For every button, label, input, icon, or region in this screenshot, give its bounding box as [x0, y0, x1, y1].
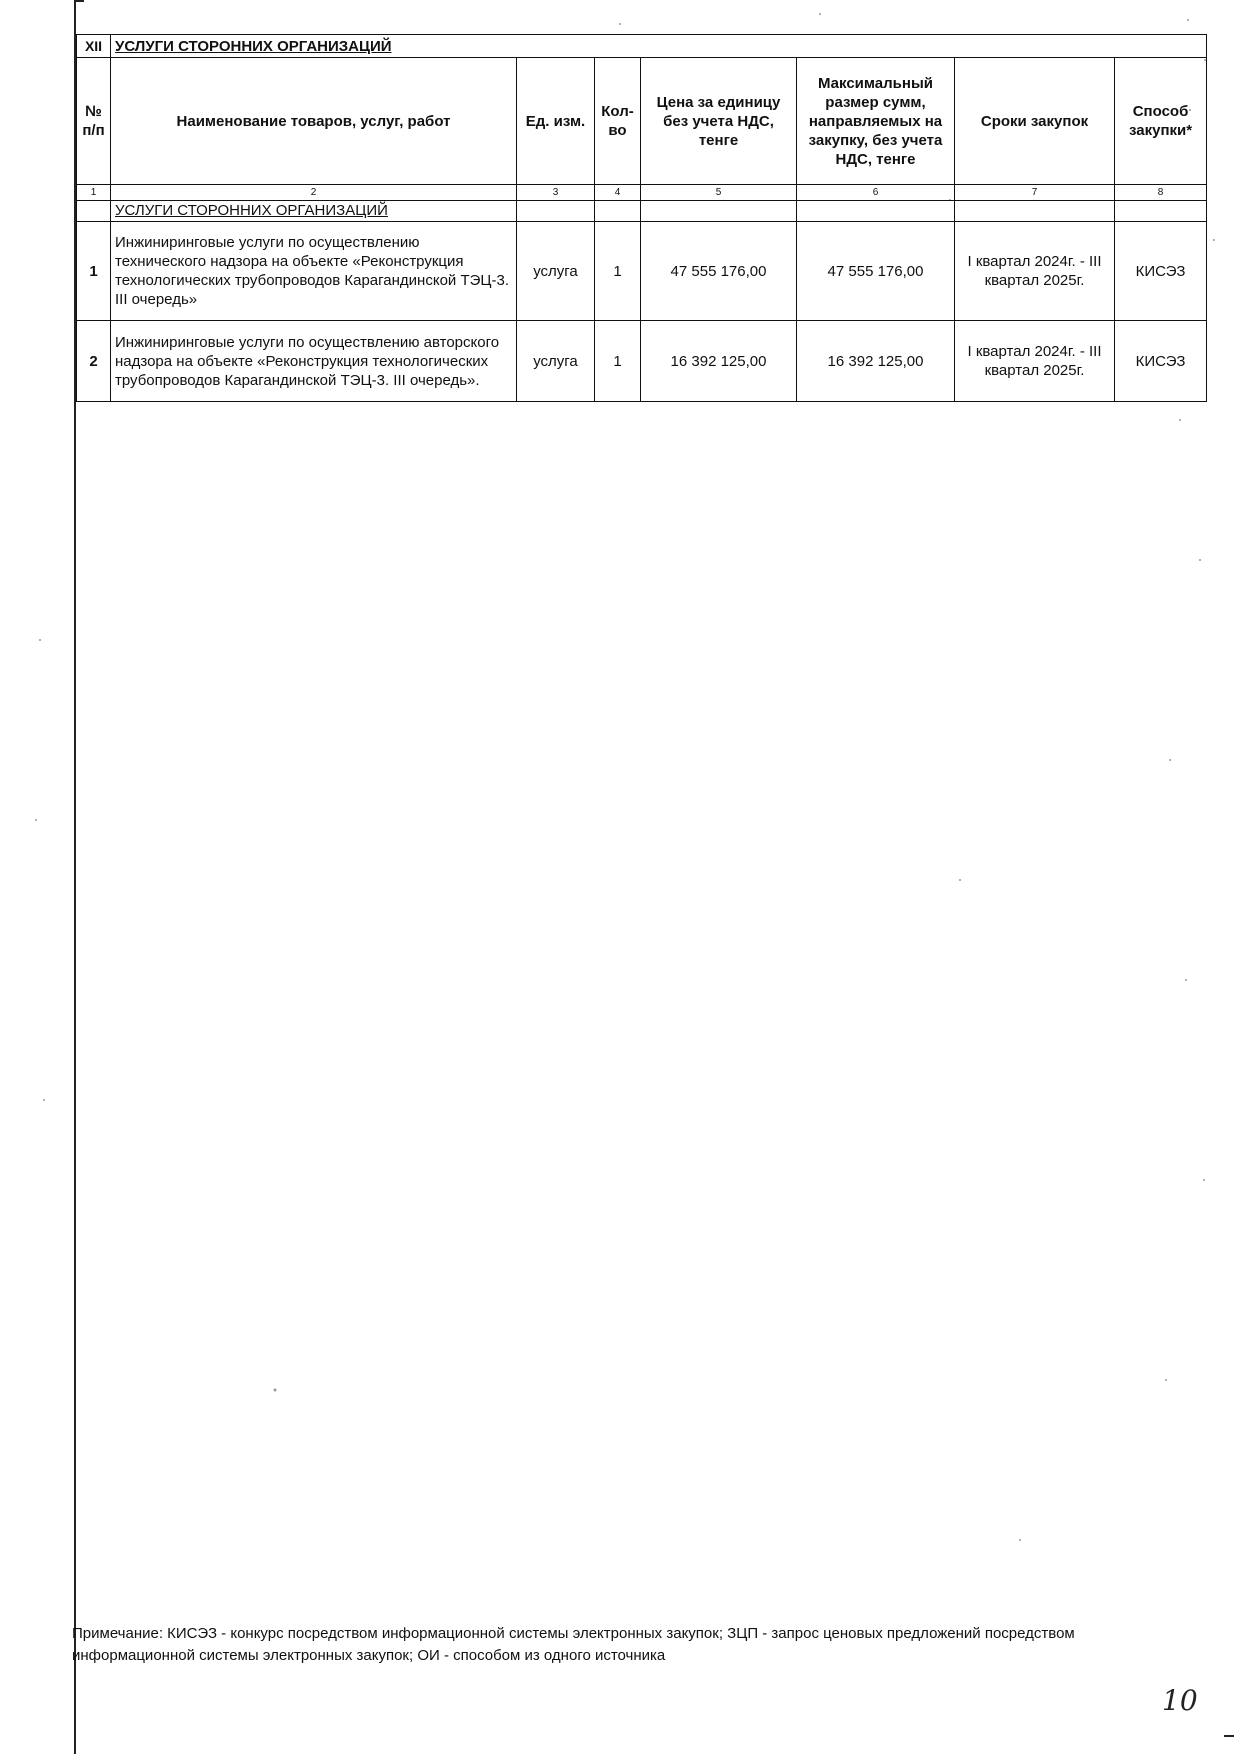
row-max-sum: 47 555 176,00	[797, 222, 955, 321]
column-number: 1	[77, 185, 111, 201]
subsection-empty-cell	[595, 201, 641, 222]
row-name: Инжиниринговые услуги по осуществлению технического надзора на объекте «Реконструкция технологических трубопроводов Карагандинской ТЭЦ-3. III очередь»	[111, 222, 517, 321]
edge-mark	[1224, 1735, 1234, 1737]
column-number: 3	[517, 185, 595, 201]
header-price: Цена за единицу без учета НДС, тенге	[641, 58, 797, 185]
row-terms: I квартал 2024г. - III квартал 2025г.	[955, 321, 1115, 402]
row-unit: услуга	[517, 321, 595, 402]
section-title: УСЛУГИ СТОРОННИХ ОРГАНИЗАЦИЙ	[111, 35, 1207, 58]
page-number: 10	[1162, 1684, 1198, 1717]
subsection-empty-cell	[955, 201, 1115, 222]
header-max-sum: Максимальный размер сумм, направляемых на закупку, без учета НДС, тенге	[797, 58, 955, 185]
row-price: 47 555 176,00	[641, 222, 797, 321]
row-price: 16 392 125,00	[641, 321, 797, 402]
row-num: 1	[77, 222, 111, 321]
subsection-row	[77, 201, 1207, 222]
row-method: КИСЭЗ	[1115, 321, 1207, 402]
subsection-empty-cell	[517, 201, 595, 222]
column-number: 8	[1115, 185, 1207, 201]
subsection-empty-cell	[1115, 201, 1207, 222]
column-number: 4	[595, 185, 641, 201]
row-max-sum: 16 392 125,00	[797, 321, 955, 402]
row-qty: 1	[595, 321, 641, 402]
row-name: Инжиниринговые услуги по осуществлению авторского надзора на объекте «Реконструкция технологических трубопроводов Карагандинской ТЭЦ-3. III очередь».	[111, 321, 517, 402]
subsection-empty-cell	[641, 201, 797, 222]
section-number: XII	[77, 35, 111, 58]
column-number: 2	[111, 185, 517, 201]
row-terms: I квартал 2024г. - III квартал 2025г.	[955, 222, 1115, 321]
row-qty: 1	[595, 222, 641, 321]
row-num: 2	[77, 321, 111, 402]
header-unit: Ед. изм.	[517, 58, 595, 185]
column-number: 5	[641, 185, 797, 201]
column-header-row	[77, 58, 1207, 185]
header-num: № п/п	[77, 58, 111, 185]
table-row	[77, 222, 1207, 321]
header-name: Наименование товаров, услуг, работ	[111, 58, 517, 185]
footnote: Примечание: КИСЭЗ - конкурс посредством информационной системы электронных закупок; ЗЦП - запрос ценовых предложений посредством информационной системы электронных закупок; ОИ - способом из одного источника	[72, 1625, 1075, 1664]
procurement-plan-table	[76, 34, 1207, 402]
subsection-empty-cell	[797, 201, 955, 222]
row-unit: услуга	[517, 222, 595, 321]
header-terms: Сроки закупок	[955, 58, 1115, 185]
subsection-title: УСЛУГИ СТОРОННИХ ОРГАНИЗАЦИЙ	[111, 201, 517, 222]
column-number: 7	[955, 185, 1115, 201]
column-number-row	[77, 185, 1207, 201]
column-number: 6	[797, 185, 955, 201]
header-method: Способ закупки*	[1115, 58, 1207, 185]
header-qty: Кол-во	[595, 58, 641, 185]
section-header-row	[77, 35, 1207, 58]
row-method: КИСЭЗ	[1115, 222, 1207, 321]
margin-tick	[74, 0, 84, 2]
subsection-empty-cell	[77, 201, 111, 222]
table-row	[77, 321, 1207, 402]
